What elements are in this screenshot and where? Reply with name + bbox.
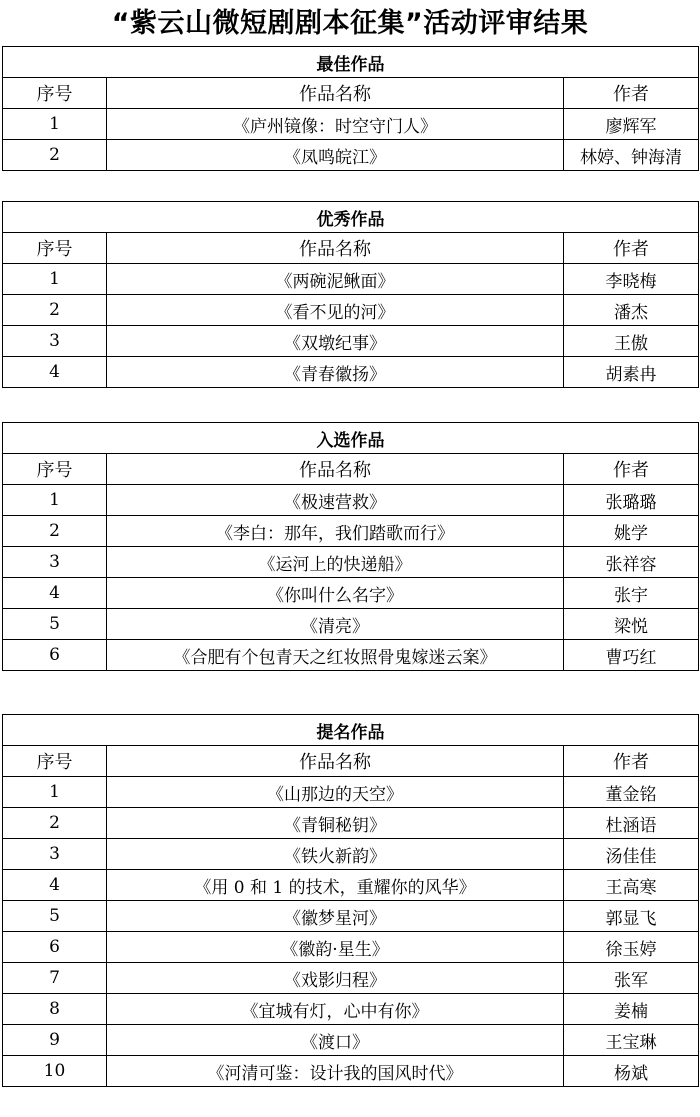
table-row xyxy=(3,1025,699,1056)
row-work: 《宜城有灯，心中有你》 xyxy=(107,994,564,1025)
table-row xyxy=(3,1056,699,1087)
row-index: 2 xyxy=(3,808,107,839)
header-row xyxy=(3,78,699,109)
row-index: 1 xyxy=(3,777,107,808)
row-author: 潘杰 xyxy=(564,295,699,326)
row-author: 汤佳佳 xyxy=(564,839,699,870)
row-index: 10 xyxy=(3,1056,107,1087)
table-row xyxy=(3,357,699,388)
row-author: 董金铭 xyxy=(564,777,699,808)
table-row xyxy=(3,485,699,516)
row-index: 3 xyxy=(3,326,107,357)
column-header-work: 作品名称 xyxy=(107,746,564,777)
row-author: 张祥容 xyxy=(564,547,699,578)
row-author: 李晓梅 xyxy=(564,264,699,295)
row-work: 《你叫什么名字》 xyxy=(107,578,564,609)
table-row xyxy=(3,994,699,1025)
table-row xyxy=(3,578,699,609)
section-title-row xyxy=(3,202,699,233)
table-row xyxy=(3,932,699,963)
table-row xyxy=(3,839,699,870)
row-work: 《用 0 和 1 的技术，重耀你的风华》 xyxy=(107,870,564,901)
row-author: 林婷、钟海清 xyxy=(564,140,699,171)
table-row xyxy=(3,109,699,140)
row-author: 张宇 xyxy=(564,578,699,609)
header-row xyxy=(3,233,699,264)
header-row xyxy=(3,454,699,485)
row-index: 1 xyxy=(3,264,107,295)
row-work: 《青铜秘钥》 xyxy=(107,808,564,839)
section-title-row xyxy=(3,47,699,78)
row-work: 《河清可鉴：设计我的国风时代》 xyxy=(107,1056,564,1087)
row-work: 《徽梦星河》 xyxy=(107,901,564,932)
award-table-excellent xyxy=(2,201,699,388)
table-row xyxy=(3,516,699,547)
column-header-author: 作者 xyxy=(564,746,699,777)
column-header-author: 作者 xyxy=(564,233,699,264)
section-title: 入选作品 xyxy=(3,423,699,454)
row-author: 梁悦 xyxy=(564,609,699,640)
row-author: 张璐璐 xyxy=(564,485,699,516)
row-work: 《庐州镜像：时空守门人》 xyxy=(107,109,564,140)
column-header-author: 作者 xyxy=(564,78,699,109)
award-table-selected xyxy=(2,422,699,671)
row-author: 王高寒 xyxy=(564,870,699,901)
row-author: 王宝琳 xyxy=(564,1025,699,1056)
table-row xyxy=(3,901,699,932)
row-work: 《运河上的快递船》 xyxy=(107,547,564,578)
row-index: 5 xyxy=(3,901,107,932)
row-work: 《渡口》 xyxy=(107,1025,564,1056)
column-header-index: 序号 xyxy=(3,454,107,485)
row-index: 4 xyxy=(3,357,107,388)
row-work: 《徽韵·星生》 xyxy=(107,932,564,963)
row-index: 2 xyxy=(3,140,107,171)
section-title: 优秀作品 xyxy=(3,202,699,233)
column-header-index: 序号 xyxy=(3,233,107,264)
table-row xyxy=(3,264,699,295)
row-work: 《合肥有个包青天之红妆照骨鬼嫁迷云案》 xyxy=(107,640,564,671)
row-author: 徐玉婷 xyxy=(564,932,699,963)
table-row xyxy=(3,140,699,171)
row-index: 1 xyxy=(3,109,107,140)
table-row xyxy=(3,295,699,326)
row-index: 3 xyxy=(3,839,107,870)
table-row xyxy=(3,547,699,578)
row-index: 5 xyxy=(3,609,107,640)
table-row xyxy=(3,808,699,839)
row-index: 6 xyxy=(3,932,107,963)
row-index: 2 xyxy=(3,516,107,547)
award-table-nominated xyxy=(2,714,699,1087)
section-title: 最佳作品 xyxy=(3,47,699,78)
column-header-work: 作品名称 xyxy=(107,454,564,485)
row-index: 9 xyxy=(3,1025,107,1056)
row-index: 3 xyxy=(3,547,107,578)
row-work: 《双墩纪事》 xyxy=(107,326,564,357)
row-index: 7 xyxy=(3,963,107,994)
column-header-index: 序号 xyxy=(3,746,107,777)
row-work: 《铁火新韵》 xyxy=(107,839,564,870)
header-row xyxy=(3,746,699,777)
row-work: 《两碗泥鳅面》 xyxy=(107,264,564,295)
table-row xyxy=(3,609,699,640)
row-work: 《戏影归程》 xyxy=(107,963,564,994)
row-author: 廖辉军 xyxy=(564,109,699,140)
table-row xyxy=(3,963,699,994)
section-title-row xyxy=(3,715,699,746)
row-index: 4 xyxy=(3,578,107,609)
award-table-best xyxy=(2,46,699,171)
row-work: 《山那边的天空》 xyxy=(107,777,564,808)
page-title: “紫云山微短剧剧本征集”活动评审结果 xyxy=(111,8,589,39)
table-row xyxy=(3,777,699,808)
row-work: 《凤鸣皖江》 xyxy=(107,140,564,171)
column-header-work: 作品名称 xyxy=(107,233,564,264)
row-index: 8 xyxy=(3,994,107,1025)
row-work: 《李白：那年，我们踏歌而行》 xyxy=(107,516,564,547)
row-author: 郭显飞 xyxy=(564,901,699,932)
row-author: 曹巧红 xyxy=(564,640,699,671)
row-work: 《清亮》 xyxy=(107,609,564,640)
row-index: 4 xyxy=(3,870,107,901)
row-index: 1 xyxy=(3,485,107,516)
row-work: 《看不见的河》 xyxy=(107,295,564,326)
table-row xyxy=(3,870,699,901)
row-author: 杨斌 xyxy=(564,1056,699,1087)
row-author: 姜楠 xyxy=(564,994,699,1025)
column-header-author: 作者 xyxy=(564,454,699,485)
row-work: 《青春徽扬》 xyxy=(107,357,564,388)
row-index: 2 xyxy=(3,295,107,326)
row-author: 杜涵语 xyxy=(564,808,699,839)
row-index: 6 xyxy=(3,640,107,671)
row-author: 胡素冉 xyxy=(564,357,699,388)
table-row xyxy=(3,326,699,357)
column-header-index: 序号 xyxy=(3,78,107,109)
row-author: 王傲 xyxy=(564,326,699,357)
row-work: 《极速营救》 xyxy=(107,485,564,516)
section-title-row xyxy=(3,423,699,454)
section-title: 提名作品 xyxy=(3,715,699,746)
row-author: 姚学 xyxy=(564,516,699,547)
row-author: 张军 xyxy=(564,963,699,994)
table-row xyxy=(3,640,699,671)
column-header-work: 作品名称 xyxy=(107,78,564,109)
